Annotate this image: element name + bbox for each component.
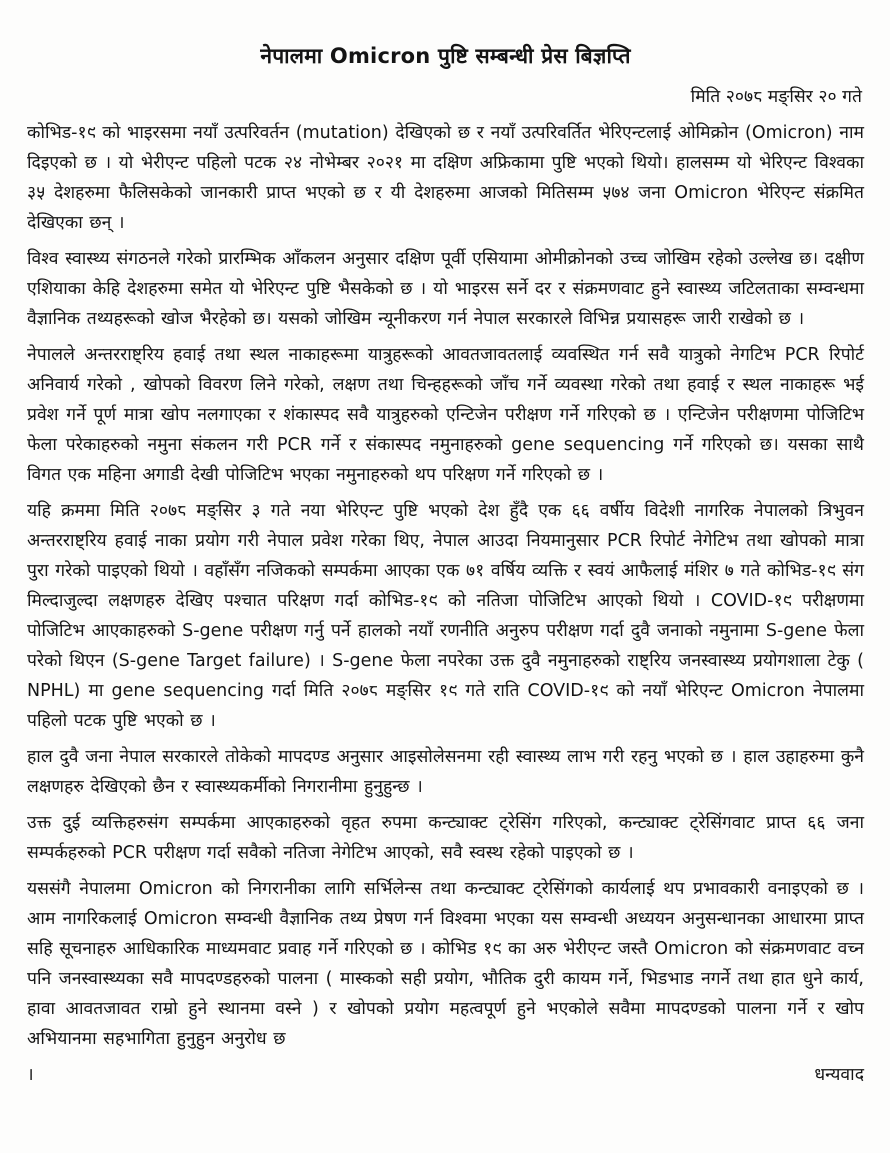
document-body [27, 118, 864, 1054]
document-date: मिति २०७८ मङ्सिर २० गते [690, 87, 862, 107]
paragraph-6: उक्त दुई व्यक्तिहरुसंग सम्पर्कमा आएकाहरुको वृहत रुपमा कन्ट्याक्ट ट्रेसिंग गरिएको, कन्ट्याक्ट ट्रेसिंगवाट प्राप्त ६६ जना सम्पर्कहरुको PCR परीक्षण गर्दा सवैको नतिजा नेगेटिभ आएको, सवै स्वस्थ रहेको पाइएको छ । [27, 813, 864, 863]
paragraph-7: यससंगै नेपालमा Omicron को निगरानीका लागि सर्भिलेन्स तथा कन्ट्याक्ट ट्रेसिंगको कार्यलाई थप प्रभावकारी वनाइएको छ । आम नागरिकलाई Omicron सम्वन्धी वैज्ञानिक तथ्य प्रेषण गर्न विश्वमा भएका यस सम्वन्धी अध्ययन अनुसन्धानका आधारमा प्राप्त सहि सूचनाहरु आधिकारिक माध्यमवाट प्रवाह गर्ने गरिएको छ । कोभिड १९ का अरु भेरीएन्ट जस्तै Omicron को संक्रमणवाट वच्न पनि जनस्वास्थ्यका सवै मापदण्डहरुको पालना ( मास्कको सही प्रयोग, भौतिक दुरी कायम गर्ने, भिडभाड नगर्ने तथा हात धुने कार्य, हावा आवतजावत राम्रो हुने स्थानमा वस्ने ) र खोपको प्रयोग महत्वपूर्ण हुने भएकोले सवैमा मापदण्डको पालना गर्ने र खोप अभियानमा सहभागिता हुनुहुन अनुरोध छ [27, 879, 864, 1049]
paragraph-3: नेपालले अन्तरराष्ट्रिय हवाई तथा स्थल नाकाहरूमा यात्रुहरूको आवतजावतलाई व्यवस्थित गर्न सवै यात्रुको नेगटिभ PCR रिपोर्ट अनिवार्य गरेको , खोपको विवरण लिने गरेको, लक्षण तथा चिन्हहरूको जाँच गर्ने व्यवस्था गरेको तथा हवाई र स्थल नाकाहरू भई प्रवेश गर्ने पूर्ण मात्रा खोप नलगाएका र शंकास्पद सवै यात्रुहरुको एन्टिजेन परीक्षण गर्ने गरिएको छ । एन्टिजेन परीक्षणमा पोजिटिभ फेला परेकाहरुको नमुना संकलन गरी PCR गर्ने र संकास्पद नमुनाहरुको gene sequencing गर्ने गरिएको छ। यसका साथै विगत एक महिना अगाडी देखी पोजिटिभ भएका नमुनाहरुको थप परिक्षण गर्ने गरिएको छ । [27, 345, 864, 485]
paragraph-2: विश्व स्वास्थ्य संगठनले गरेको प्रारम्भिक आँकलन अनुसार दक्षिण पूर्वी एसियामा ओमीक्रोनको उच्च जोखिम रहेको उल्लेख छ। दक्षीण एशियाका केहि देशहरुमा समेत यो भेरिएन्ट पुष्टि भैसकेको छ । यो भाइरस सर्ने दर र संक्रमणवाट हुने स्वास्थ्य जटिलताका सम्वन्धमा वैज्ञानिक तथ्यहरूको खोज भैरहेको छ। यसको जोखिम न्यूनीकरण गर्न नेपाल सरकारले विभिन्न प्रयासहरू जारी राखेको छ । [27, 249, 864, 329]
document-title: नेपालमा Omicron पुष्टि सम्बन्धी प्रेस बिज्ञप्ति [260, 44, 631, 68]
closing-row [27, 1060, 864, 1090]
paragraph-4: यहि क्रममा मिति २०७८ मङ्सिर ३ गते नया भेरिएन्ट पुष्टि भएको देश हुँदै एक ६६ वर्षीय विदेशी नागरिक नेपालको त्रिभुवन अन्तरराष्ट्रिय हवाई नाका प्रयोग गरी नेपाल प्रवेश गरेका थिए, नेपाल आउदा नियमानुसार PCR रिपोर्ट नेगेटिभ तथा खोपको मात्रा पुरा गरेको पाइएको थियो । वहाँसँग नजिकको सम्पर्कमा आएका एक ७१ वर्षिय व्यक्ति र स्वयं आफैलाई मंशिर ७ गते कोभिड-१९ संग मिल्दाजुल्दा लक्षणहरु देखिए पश्चात परिक्षण गर्दा कोभिड-१९ को नतिजा पोजिटिभ आएको थियो । COVID-१९ परीक्षणमा पोजिटिभ आएकाहरुको S-gene परीक्षण गर्नु पर्ने हालको नयाँ रणनीति अनुरुप परीक्षण गर्दा दुवै जनाको नमुनामा S-gene फेला परेको थिएन (S-gene Target failure) । S-gene फेला नपरेका उक्त दुवै नमुनाहरुको राष्ट्रिय जनस्वास्थ्य प्रयोगशाला टेकु ( NPHL) मा gene sequencing गर्दा मिति २०७८ मङ्सिर १९ गते राति COVID-१९ को नयाँ भेरिएन्ट Omicron नेपालमा पहिलो पटक पुष्टि भएको छ । [27, 501, 864, 731]
paragraph-5: हाल दुवै जना नेपाल सरकारले तोकेको मापदण्ड अनुसार आइसोलेसनमा रही स्वास्थ्य लाभ गरी रहनु भएको छ । हाल उहाहरुमा कुनै लक्षणहरु देखिएको छैन र स्वास्थ्यकर्मीको निगरानीमा हुनुहुन्छ । [27, 747, 864, 797]
closing-punctuation: । [27, 1065, 34, 1085]
paragraph-1: कोभिड-१९ को भाइरसमा नयाँ उत्परिवर्तन (mutation) देखिएको छ र नयाँ उत्परिवर्तित भेरिएन्टलाई ओमिक्रोन (Omicron) नाम दिइएको छ । यो भेरीएन्ट पहिलो पटक २४ नोभेम्बर २०२१ मा दक्षिण अफ्रिकामा पुष्टि भएको थियो। हालसम्म यो भेरिएन्ट विश्वका ३५ देशहरुमा फैलिसकेको जानकारी प्राप्त भएको छ र यी देशहरुमा आजको मितिसम्म ५७४ जना Omicron भेरिएन्ट संक्रमित देखिएका छन् । [27, 123, 864, 233]
closing-thanks: धन्यवाद [814, 1065, 864, 1085]
